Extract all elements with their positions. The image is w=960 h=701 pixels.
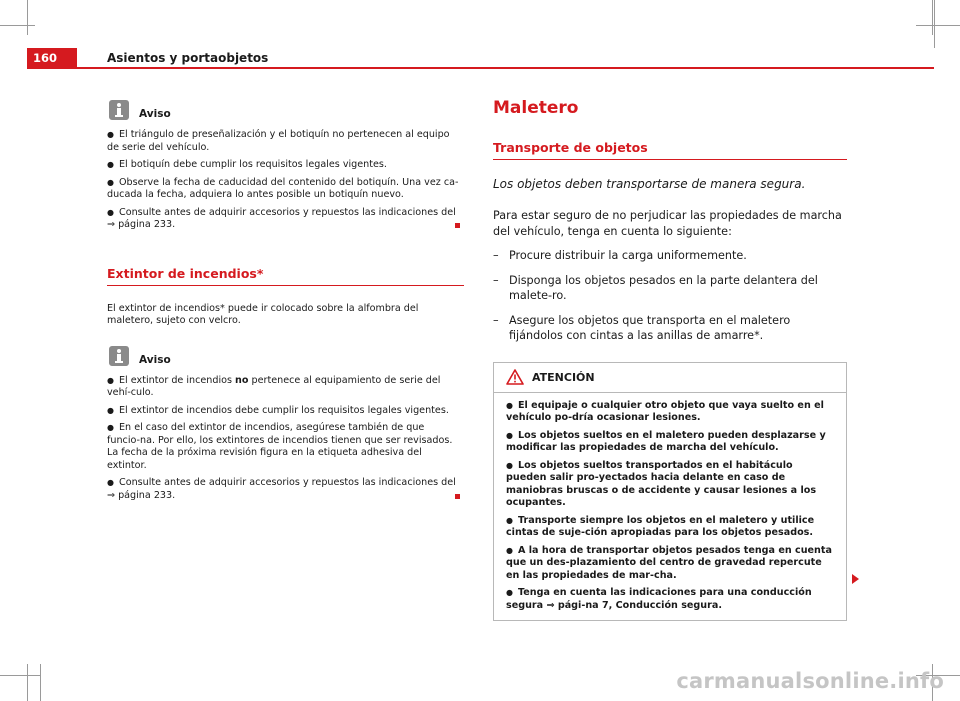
- step-item: – Procure distribuir la carga uniformemente.: [493, 249, 747, 262]
- crop-mark: [934, 0, 935, 48]
- list-item: ● Consulte antes de adquirir accesorios y repuestos las indicaciones del ⇒ página 233.: [107, 477, 464, 502]
- aviso-title: Aviso: [139, 108, 171, 120]
- list-item: ● El triángulo de preseñalización y el botiquín no pertenecen al equipo de serie del vehículo.: [107, 129, 450, 153]
- list-item: ● El equipaje o cualquier otro objeto que vaya suelto en el vehículo po-dría ocasionar lesiones.: [506, 399, 824, 423]
- left-column: [107, 92, 464, 502]
- end-mark-icon: [455, 494, 460, 499]
- aviso-header: [109, 338, 464, 366]
- chapter-title: Asientos y portaobjetos: [107, 51, 269, 65]
- list-item: ● El extintor de incendios debe cumplir los requisitos legales vigentes.: [107, 404, 449, 416]
- warning-body: [494, 393, 846, 621]
- list-item: ● El botiquín debe cumplir los requisitos legales vigentes.: [107, 159, 387, 170]
- info-icon: [109, 346, 129, 366]
- section-title: Extintor de incendios*: [107, 266, 464, 286]
- list-item: ● Transporte siempre los objetos en el maletero y utilice cintas de suje-ción apropiadas para los objetos pesados.: [506, 514, 815, 538]
- crop-mark: [0, 675, 40, 676]
- list-item: ● Tenga en cuenta las indicaciones para una conducción segura ⇒ pági-na 7, Conducción segura.: [506, 587, 812, 611]
- crop-mark: [40, 664, 41, 701]
- list-item: ● Consulte antes de adquirir accesorios y repuestos las indicaciones del ⇒ página 233.: [107, 207, 464, 232]
- list-item: ● En el caso del extintor de incendios, asegúrese también de que funcio-na. Por ello, los extintores de incendios tienen que ser revisados. La fecha de la próxima revisión figura en la etiqueta adhesiva del extintor.: [107, 422, 453, 471]
- info-icon: [109, 100, 129, 120]
- crop-mark: [27, 664, 28, 701]
- list-item: ● Los objetos sueltos transportados en el habitáculo pueden salir pro-yectados hacia delante en caso de maniobras bruscas o de accidente y causar lesiones a los ocupantes.: [506, 459, 817, 508]
- warning-triangle-icon: [506, 369, 524, 385]
- page-number: 160: [27, 48, 77, 69]
- list-item: ● Los objetos sueltos en el maletero pueden desplazarse y modificar las propiedades de marcha del vehículo.: [506, 429, 826, 453]
- watermark: carmanualsonline.info: [676, 669, 944, 693]
- list-item: ● Observe la fecha de caducidad del contenido del botiquín. Una vez ca-ducada la fecha, adquiera lo antes posible un botiquín nuevo.: [107, 176, 459, 200]
- list-item: ● A la hora de transportar objetos pesados tenga en cuenta que un des-plazamiento del centro de gravedad repercute en las propiedades de mar-cha.: [506, 544, 832, 581]
- lead-text: Los objetos deben transportarse de manera segura.: [493, 177, 806, 191]
- right-column: [493, 92, 847, 621]
- step-item: – Asegure los objetos que transporta en el maletero fijándolos con cintas a las anillas de amarre*.: [493, 313, 791, 342]
- warning-header: [494, 363, 846, 393]
- warning-box: [493, 362, 847, 622]
- crop-mark: [916, 25, 960, 26]
- crop-mark: [27, 0, 28, 35]
- header-rule: [77, 67, 934, 69]
- crop-mark: [932, 0, 933, 35]
- paragraph: El extintor de incendios* puede ir colocado sobre la alfombra del maletero, sujeto con velcro.: [107, 302, 419, 326]
- step-item: – Disponga los objetos pesados en la parte delantera del malete-ro.: [493, 273, 818, 302]
- continue-arrow-icon: [852, 574, 859, 584]
- section-title: Transporte de objetos: [493, 140, 847, 160]
- crop-mark: [0, 25, 35, 26]
- aviso-title: Aviso: [139, 353, 171, 366]
- page-title: Maletero: [493, 98, 579, 118]
- warning-title: ATENCIÓN: [532, 370, 595, 384]
- paragraph: Para estar seguro de no perjudicar las propiedades de marcha del vehículo, tenga en cuenta lo siguiente:: [493, 209, 842, 238]
- end-mark-icon: [455, 223, 460, 228]
- aviso-header: [109, 92, 464, 120]
- list-item: ● El extintor de incendios no pertenece al equipamiento de serie del vehí-culo.: [107, 374, 441, 398]
